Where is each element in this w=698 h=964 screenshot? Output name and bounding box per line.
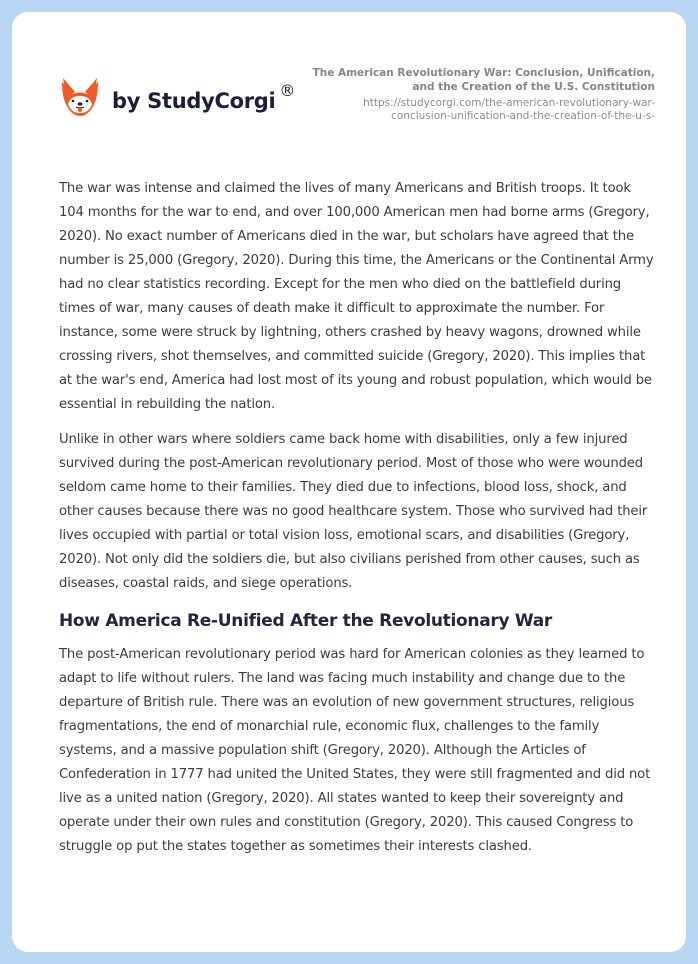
document-title-line-1: The American Revolutionary War: Conclusion, Unification, [312, 67, 655, 79]
registered-mark: ® [279, 81, 296, 100]
section-heading: How America Re-Unified After the Revolutionary War [59, 611, 552, 631]
document-title-line-2: and the Creation of the U.S. Constitution [412, 81, 655, 93]
paragraph: Unlike in other wars where soldiers came back home with disabilities, only a few injured survived during the post-American revolutionary period. Most of those who were wounded seldom came home to their families. They died due to infections, blood loss, shock, and other causes because there was no good healthcare system. Those who survived had their lives occupied with partial or total vision loss, emotional scars, and disabilities (Gregory, 2020). Not only did the soldiers die, but also civilians perished from other causes, such as diseases, coastal raids, and siege operations. [59, 432, 648, 591]
paragraph: The post-American revolutionary period was hard for American colonies as they learned to adapt to life without rulers. The land was facing much instability and change due to the departure of British rule. There was an evolution of new government structures, religious fragmentations, the end of monarchial rule, economic flux, challenges to the family systems, and a massive population shift (Gregory, 2020). Although the Articles of Confederation in 1777 had united the United States, they were still fragmented and did not live as a united nation (Gregory, 2020). All states wanted to keep their sovereignty and operate under their own rules and constitution (Gregory, 2020). This caused Congress to struggle op put the states together as sometimes their interests clashed. [59, 647, 651, 854]
page-header [12, 12, 686, 152]
article-body [59, 177, 659, 870]
corgi-logo-icon [60, 76, 100, 120]
document-url[interactable] [285, 97, 655, 123]
document-url-line-1: https://studycorgi.com/the-american-revolutionary-war- [363, 97, 655, 109]
document-url-line-2: conclusion-unification-and-the-creation-of-the-u-s- [391, 110, 655, 122]
brand-name [112, 81, 296, 113]
studycorgi-logo[interactable] [60, 76, 295, 120]
document-title [285, 66, 655, 94]
document-meta [285, 66, 655, 123]
brand-name-text: by StudyCorgi [112, 89, 276, 113]
paragraph: The war was intense and claimed the lives of many Americans and British troops. It took 104 months for the war to end, and over 100,000 American men had borne arms (Gregory, 2020). No exact number of Americans died in the war, but scholars have agreed that the number is 25,000 (Gregory, 2020). During this time, the Americans or the Continental Army had no clear statistics recording. Except for the men who died on the battlefield during times of war, many causes of death make it difficult to approximate the number. For instance, some were struck by lightning, others crashed by heavy wagons, drowned while crossing rivers, shot themselves, and committed suicide (Gregory, 2020). This implies that at the war's end, America had lost most of its young and robust population, which would be essential in rebuilding the nation. [59, 181, 654, 412]
document-page [12, 12, 686, 952]
